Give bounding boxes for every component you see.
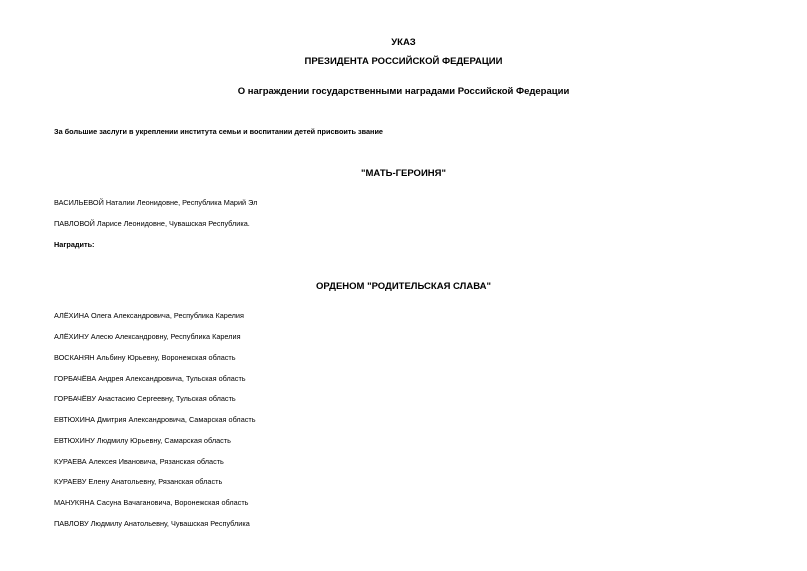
award2-recipient: МАНУКЯНА Сасуна Вачагановича, Воронежская область	[54, 498, 249, 507]
decree-subtitle: ПРЕЗИДЕНТА РОССИЙСКОЙ ФЕДЕРАЦИИ	[304, 56, 503, 67]
award2-recipient: КУРАЕВУ Елену Анатольевну, Рязанская область	[54, 477, 223, 486]
award1-recipient: ПАВЛОВОЙ Ларисе Леонидовне, Чувашская Республика.	[54, 219, 250, 228]
award2-recipient: ЕВТЮХИНУ Людмилу Юрьевну, Самарская область	[54, 436, 231, 445]
award2-recipient: АЛЁХИНА Олега Александровича, Республика Карелия	[54, 311, 244, 320]
award1-title: "МАТЬ-ГЕРОИНЯ"	[361, 168, 446, 179]
award2-title: ОРДЕНОМ "РОДИТЕЛЬСКАЯ СЛАВА"	[316, 281, 491, 292]
award2-recipient: ВОСКАНЯН Альбину Юрьевну, Воронежская область	[54, 353, 236, 362]
award-label: Наградить:	[54, 240, 95, 249]
decree-heading: О награждении государственными наградами Российской Федерации	[237, 86, 570, 97]
award2-recipient: АЛЁХИНУ Алесю Александровну, Республика Карелия	[54, 332, 241, 341]
award2-recipient: ПАВЛОВУ Людмилу Анатольевну, Чувашская Республика	[54, 519, 250, 528]
award2-recipient: ГОРБАЧЁВУ Анастасию Сергеевну, Тульская область	[54, 394, 236, 403]
award1-recipient: ВАСИЛЬЕВОЙ Наталии Леонидовне, Республика Марий Эл	[54, 198, 258, 207]
decree-title: УКАЗ	[391, 37, 416, 48]
award2-recipient: ЕВТЮХИНА Дмитрия Александровича, Самарская область	[54, 415, 256, 424]
award2-recipient: ГОРБАЧЁВА Андрея Александровича, Тульская область	[54, 374, 246, 383]
intro-text: За большие заслуги в укреплении института семьи и воспитании детей присвоить звание	[54, 127, 383, 136]
award2-recipient: КУРАЕВА Алексея Ивановича, Рязанская область	[54, 457, 224, 466]
